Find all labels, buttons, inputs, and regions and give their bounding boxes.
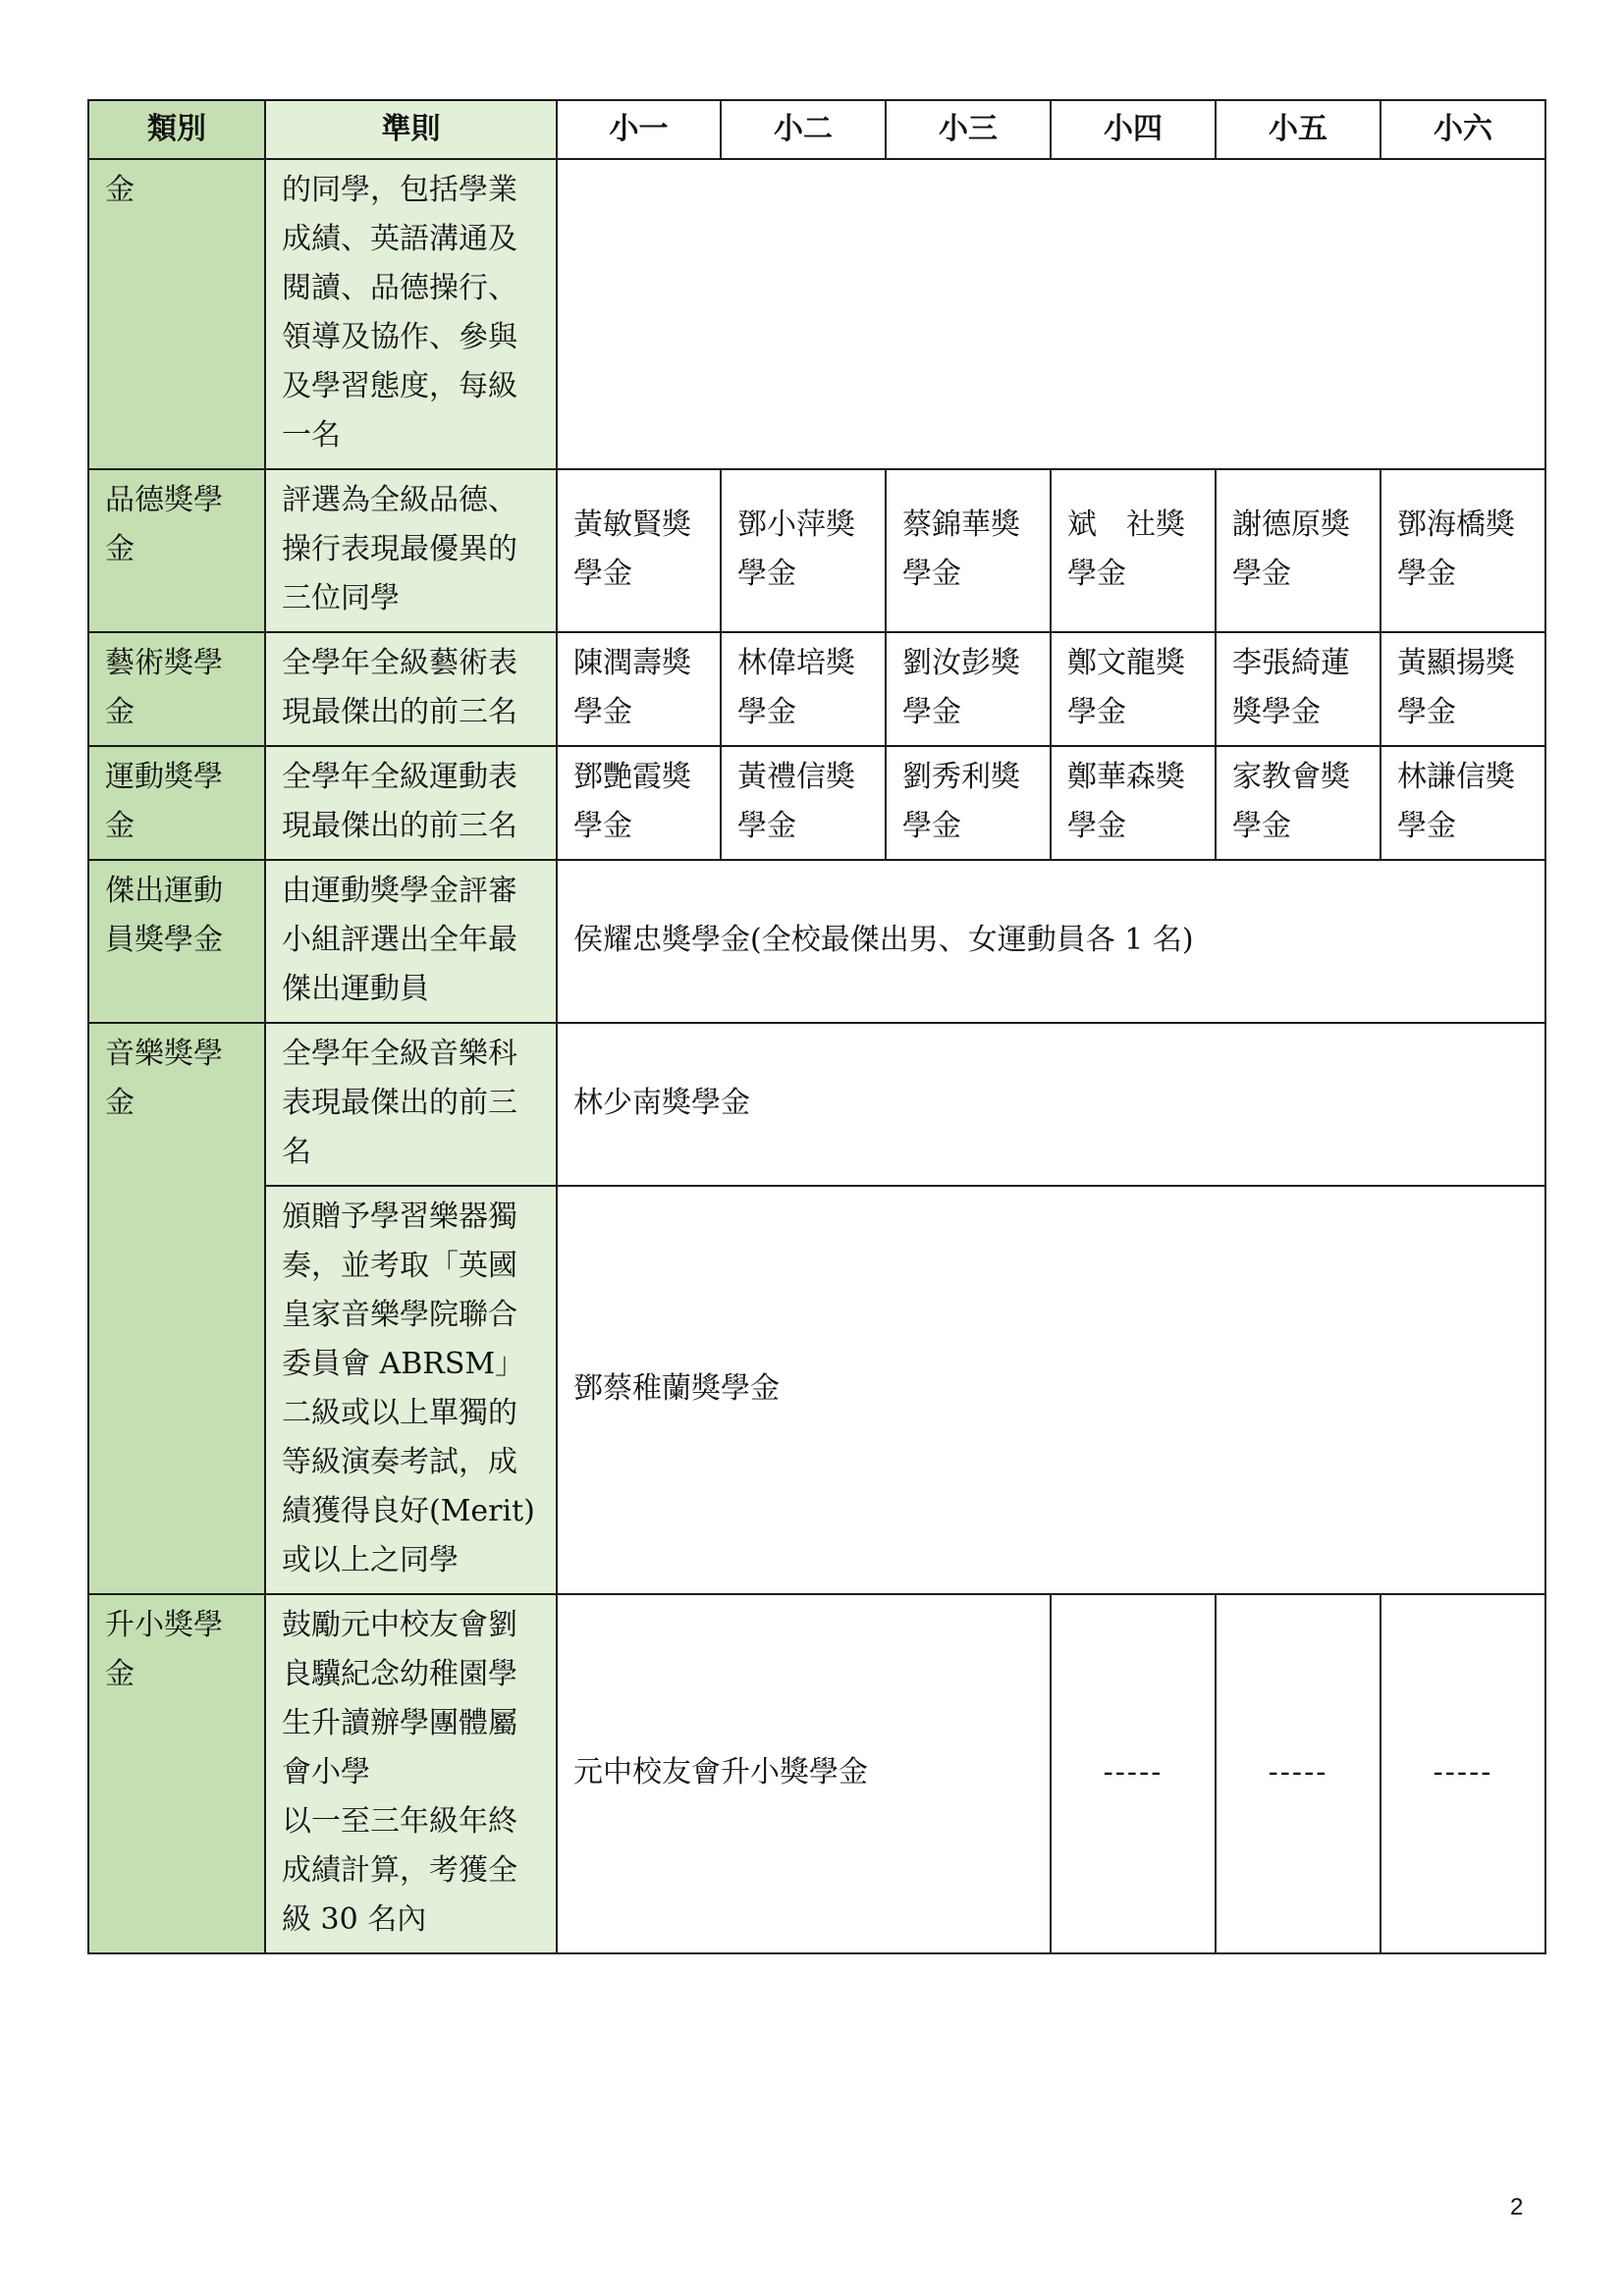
category-cell: 傑出運動員獎學金: [88, 860, 265, 1023]
award-cell-p4: 鄭文龍獎學金: [1051, 632, 1216, 746]
header-row: [88, 100, 1545, 159]
award-cell-p1: 鄧艷霞獎學金: [557, 746, 721, 860]
award-cell-p2: 林偉培獎學金: [721, 632, 886, 746]
award-cell-p5: 家教會獎學金: [1216, 746, 1380, 860]
header-grade-p2: 小二: [721, 100, 886, 159]
page-number: 2: [1510, 2194, 1524, 2220]
award-cell-empty: [557, 159, 1545, 469]
category-cell: 品德獎學金: [88, 469, 265, 632]
criteria-cell: 鼓勵元中校友會劉良驥紀念幼稚園學生升讀辦學團體屬會小學 以一至三年級年終成績計算，考獲全級 30 名內: [265, 1594, 557, 1953]
table-row: [88, 469, 1545, 632]
category-cell: 藝術獎學金: [88, 632, 265, 746]
header-grade-p6: 小六: [1380, 100, 1545, 159]
header-grade-p5: 小五: [1216, 100, 1380, 159]
award-cell-p2: 黃禮信獎學金: [721, 746, 886, 860]
criteria-cell: 全學年全級運動表現最傑出的前三名: [265, 746, 557, 860]
award-cell-p6: 黃顯揚獎學金: [1380, 632, 1545, 746]
award-cell-p1: 陳潤壽獎學金: [557, 632, 721, 746]
header-criteria: 準則: [265, 100, 557, 159]
award-cell-p5: 謝德原獎學金: [1216, 469, 1380, 632]
award-cell-span: 元中校友會升小獎學金: [557, 1594, 1051, 1953]
award-cell-span: 林少南獎學金: [557, 1023, 1545, 1186]
award-cell-p6: -----: [1380, 1594, 1545, 1953]
award-cell-span: 侯耀忠獎學金(全校最傑出男、女運動員各 1 名): [557, 860, 1545, 1023]
criteria-cell: 的同學，包括學業成績、英語溝通及閱讀、品德操行、領導及協作、參與及學習態度，每級一名: [265, 159, 557, 469]
header-grade-p3: 小三: [886, 100, 1051, 159]
table-row: [88, 632, 1545, 746]
criteria-cell: 全學年全級藝術表現最傑出的前三名: [265, 632, 557, 746]
award-cell-p4: -----: [1051, 1594, 1216, 1953]
table-row: [88, 860, 1545, 1023]
criteria-cell: 評選為全級品德、操行表現最優異的三位同學: [265, 469, 557, 632]
award-cell-p5: 李張綺蓮獎學金: [1216, 632, 1380, 746]
award-cell-p3: 劉秀利獎學金: [886, 746, 1051, 860]
header-grade-p1: 小一: [557, 100, 721, 159]
table-row: [88, 1594, 1545, 1953]
criteria-cell: 頒贈予學習樂器獨奏，並考取「英國皇家音樂學院聯合委員會 ABRSM」二級或以上單獨的等級演奏考試，成績獲得良好(Merit)或以上之同學: [265, 1186, 557, 1594]
award-cell-p4: 斌 社獎學金: [1051, 469, 1216, 632]
table-row: [88, 1023, 1545, 1186]
category-cell: 音樂獎學金: [88, 1023, 265, 1594]
scholarship-table: [87, 99, 1546, 1954]
award-cell-p4: 鄭華森獎學金: [1051, 746, 1216, 860]
award-cell-p2: 鄧小萍獎學金: [721, 469, 886, 632]
award-cell-p6: 鄧海橋獎學金: [1380, 469, 1545, 632]
table-row: [88, 1186, 1545, 1594]
award-cell-p3: 劉汝彭獎學金: [886, 632, 1051, 746]
criteria-cell: 由運動獎學金評審小組評選出全年最傑出運動員: [265, 860, 557, 1023]
header-grade-p4: 小四: [1051, 100, 1216, 159]
header-category: 類別: [88, 100, 265, 159]
table-row: [88, 159, 1545, 469]
category-cell: 金: [88, 159, 265, 469]
criteria-cell: 全學年全級音樂科表現最傑出的前三名: [265, 1023, 557, 1186]
category-cell: 運動獎學金: [88, 746, 265, 860]
award-cell-p3: 蔡錦華獎學金: [886, 469, 1051, 632]
award-cell-p6: 林謙信獎學金: [1380, 746, 1545, 860]
award-cell-p5: -----: [1216, 1594, 1380, 1953]
award-cell-span: 鄧蔡稚蘭獎學金: [557, 1186, 1545, 1594]
category-cell: 升小獎學金: [88, 1594, 265, 1953]
table-row: [88, 746, 1545, 860]
award-cell-p1: 黃敏賢獎學金: [557, 469, 721, 632]
